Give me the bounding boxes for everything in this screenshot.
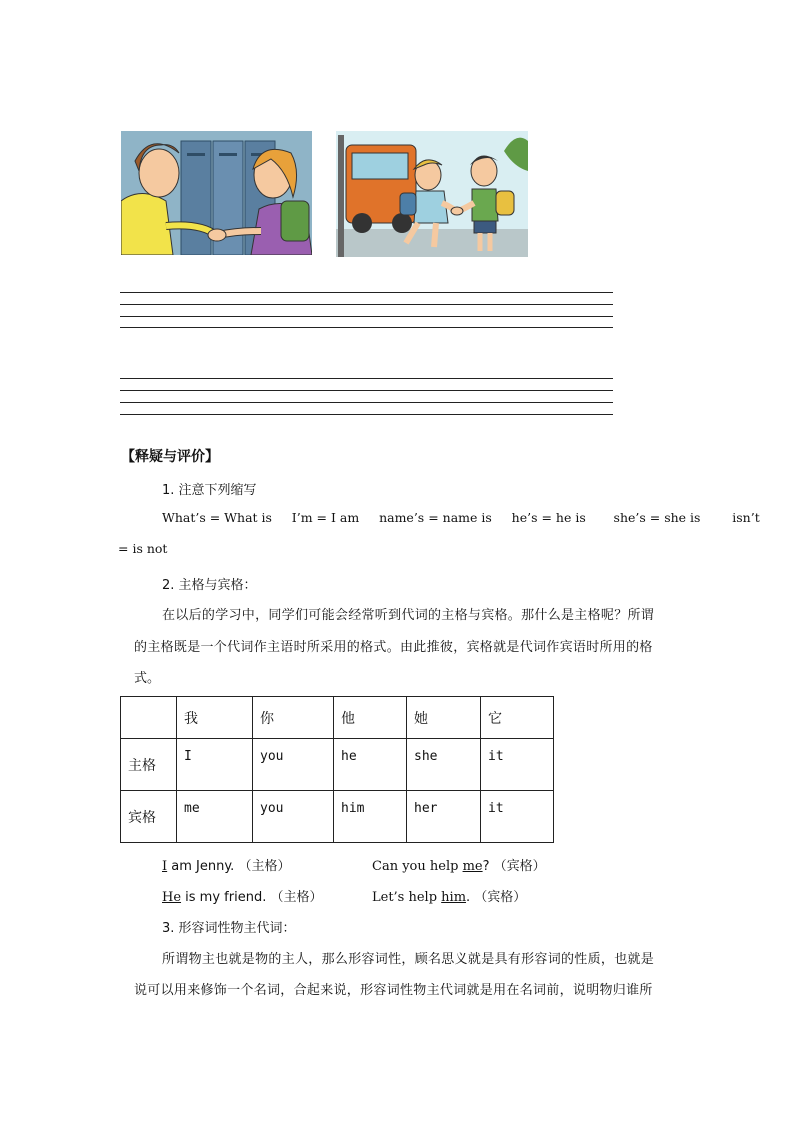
table-cell: you: [253, 739, 334, 791]
underlined-pronoun: him: [441, 890, 467, 905]
writing-line: [120, 292, 613, 293]
item3-heading: 3. 形容词性物主代词：: [162, 921, 296, 936]
underlined-pronoun: He: [162, 890, 182, 905]
underlined-pronoun: I: [162, 859, 168, 874]
example-text: . （宾格）: [466, 890, 527, 905]
table-row: [121, 791, 554, 843]
table-row-label: 主格: [121, 739, 177, 791]
item2-paragraph-line: 式。: [134, 671, 161, 686]
table-header-cell: 它: [481, 697, 554, 739]
table-cell: it: [481, 739, 554, 791]
table-cell: she: [407, 739, 481, 791]
item3-paragraph-line: 说可以用来修饰一个名词，合起来说，形容词性物主代词就是用在名词前，说明物归谁所: [134, 983, 653, 998]
example-object-1: [372, 855, 546, 874]
example-text: is my friend. （主格）: [181, 890, 323, 905]
table-cell: her: [407, 791, 481, 843]
item1-heading: 1. 注意下列缩写: [162, 483, 257, 498]
table-cell: it: [481, 791, 554, 843]
table-row: [121, 739, 554, 791]
table-cell: you: [253, 791, 334, 843]
writing-line: [120, 402, 613, 403]
table-header-cell: 他: [334, 697, 407, 739]
underlined-pronoun: me: [462, 859, 483, 874]
table-header-cell: 你: [253, 697, 334, 739]
item2-heading: 2. 主格与宾格：: [162, 578, 257, 593]
table-header-cell: 她: [407, 697, 481, 739]
writing-line: [120, 327, 613, 328]
table-header-row: [121, 697, 554, 739]
example-object-2: [372, 886, 526, 905]
table-cell: me: [177, 791, 253, 843]
writing-line: [120, 390, 613, 391]
illustration-handshake-lockers: [121, 131, 312, 255]
abbreviations-line-wrap: = is not: [118, 541, 168, 556]
table-cell: him: [334, 791, 407, 843]
section-title: 【释疑与评价】: [121, 449, 219, 465]
writing-line: [120, 316, 613, 317]
example-subject-1: [162, 855, 290, 874]
table-row-label: 宾格: [121, 791, 177, 843]
example-text: ? （宾格）: [482, 859, 546, 874]
pronoun-case-table: [120, 696, 554, 843]
abbreviations-line: What’s = What is I’m = I am name’s = name is he’s = he is she’s = she is isn’t: [162, 510, 760, 525]
item2-paragraph-line: 的主格既是一个代词作主语时所采用的格式。由此推彼，宾格就是代词作宾语时所用的格: [134, 640, 653, 655]
table-header-cell: [121, 697, 177, 739]
writing-line: [120, 304, 613, 305]
item3-paragraph-line: 所谓物主也就是物的主人，那么形容词性，顾名思义就是具有形容词的性质，也就是: [162, 952, 655, 967]
writing-line: [120, 414, 613, 415]
item2-paragraph-line: 在以后的学习中，同学们可能会经常听到代词的主格与宾格。那什么是主格呢？所谓: [162, 608, 655, 623]
example-subject-2: [162, 886, 322, 905]
table-header-cell: 我: [177, 697, 253, 739]
table-cell: he: [334, 739, 407, 791]
illustration-handshake-bus: [336, 131, 528, 257]
writing-line: [120, 378, 613, 379]
table-cell: I: [177, 739, 253, 791]
example-text: Can you help: [372, 859, 463, 874]
example-text: Let’s help: [372, 890, 442, 905]
example-text: am Jenny. （主格）: [167, 859, 291, 874]
